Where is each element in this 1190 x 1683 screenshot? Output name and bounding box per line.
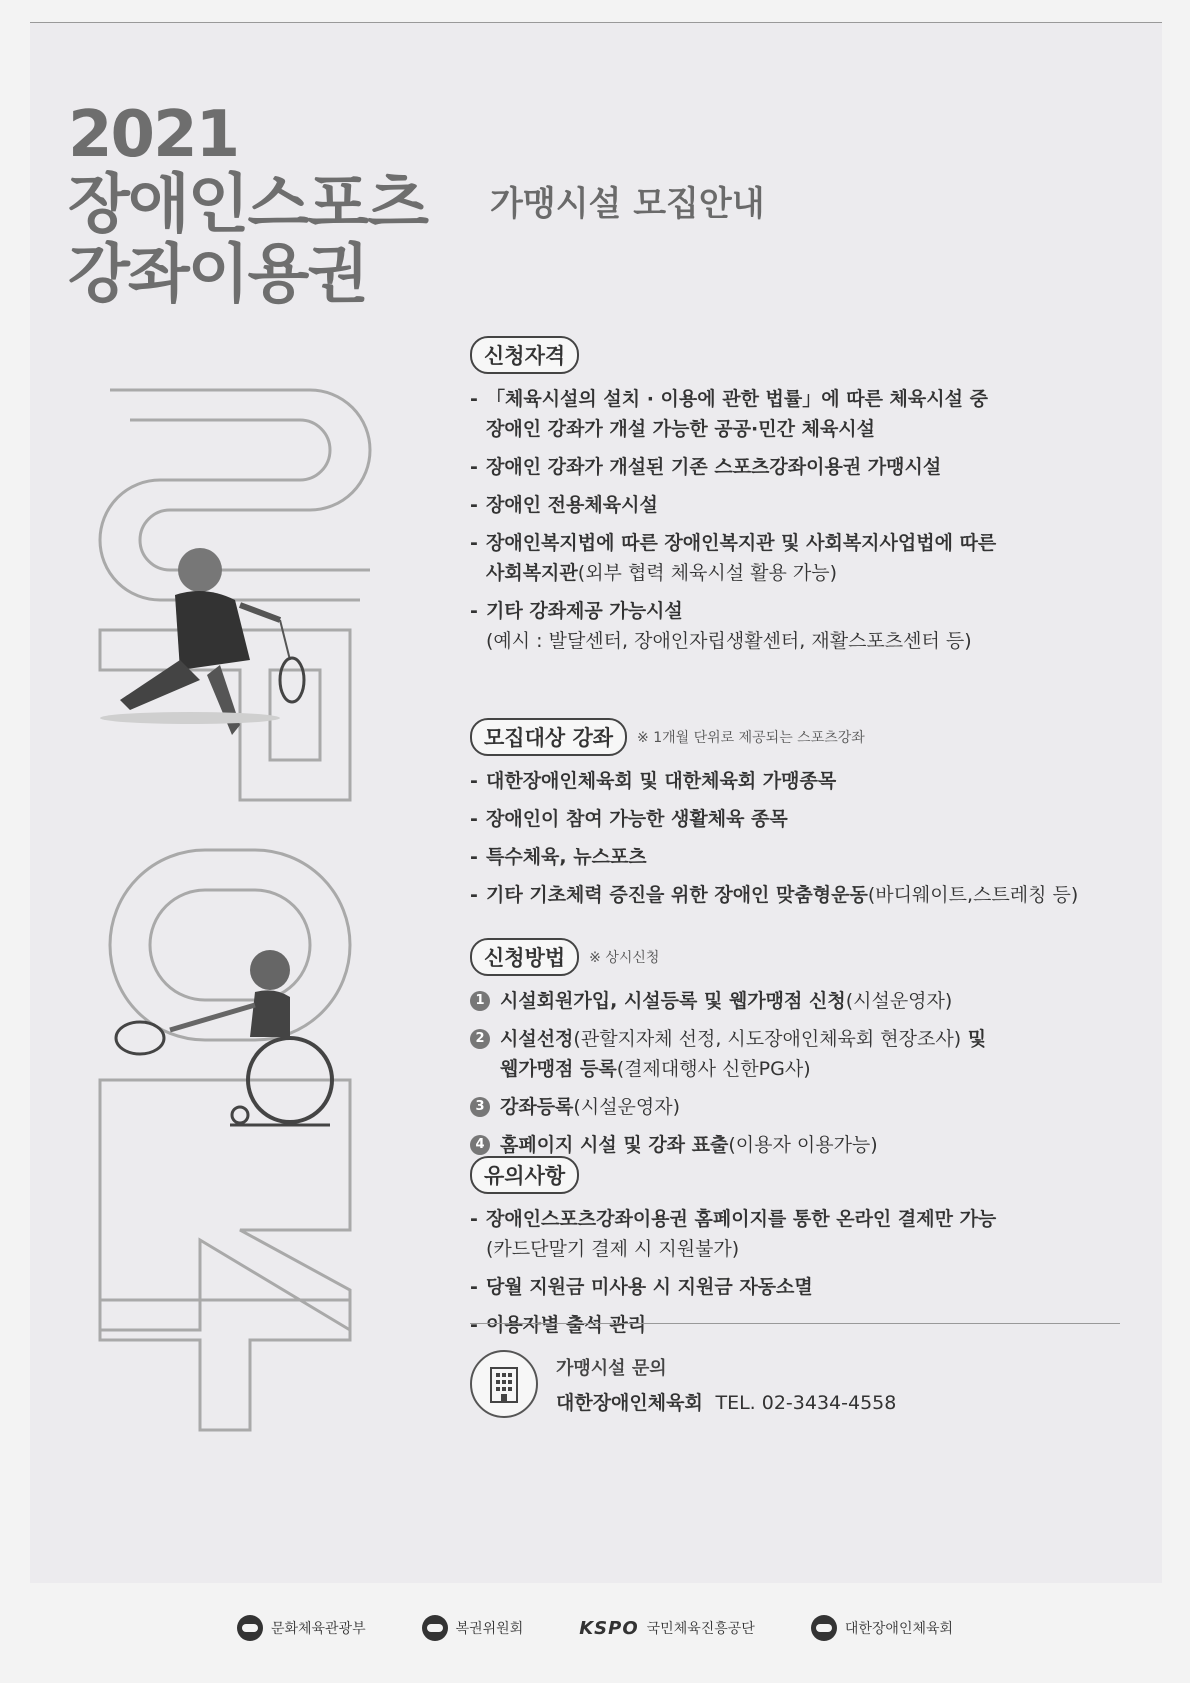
poster-title [68, 100, 427, 310]
contact-block [470, 1350, 896, 1418]
list-item: - 기타 강좌제공 가능시설 (예시 : 발달센터, 장애인자립생활센터, 재활스포츠센터 등) [470, 596, 1130, 656]
list-item: - 당월 지원금 미사용 시 지원금 자동소멸 [470, 1272, 1130, 1302]
section-label-notes: 유의사항 [470, 1156, 579, 1194]
kpc-emblem-icon [811, 1615, 837, 1641]
step-item: 1 시설회원가입, 시설등록 및 웹가맹점 신청(시설운영자) [470, 986, 1130, 1016]
section-notes [470, 1158, 1130, 1348]
footer-logos [0, 1615, 1190, 1641]
list-item: - 이용자별 출석 관리 [470, 1310, 1130, 1340]
taegeuk-icon [422, 1615, 448, 1641]
contact-phone: TEL. 02-3434-4558 [715, 1391, 897, 1414]
logo-mcst: 문화체육관광부 [237, 1615, 366, 1641]
list-item: - 장애인스포츠강좌이용권 홈페이지를 통한 온라인 결제만 가능 (카드단말기 결제 시 지원불가) [470, 1204, 1130, 1264]
step-item: 4 홈페이지 시설 및 강좌 표출(이용자 이용가능) [470, 1130, 1130, 1160]
title-year: 2021 [68, 98, 239, 172]
section-label-courses: 모집대상 강좌 [470, 718, 627, 756]
list-item: - 특수체육, 뉴스포츠 [470, 842, 1130, 872]
sports-backdrop-illustration [80, 380, 380, 1440]
contact-title: 가맹시설 문의 [556, 1357, 667, 1379]
logo-kpc: 대한장애인체육회 [811, 1615, 953, 1641]
badminton-player-icon [100, 548, 304, 735]
logo-lottery-commission: 복권위원회 [422, 1615, 524, 1641]
step-item: 2 시설선정(관할지자체 선정, 시도장애인체육회 현장조사) 및 웹가맹점 등록(결제대행사 신한PG사) [470, 1024, 1130, 1084]
title-line-2: 장애인스포츠 [68, 168, 427, 242]
taegeuk-icon [237, 1615, 263, 1641]
list-item: - 장애인 강좌가 개설된 기존 스포츠강좌이용권 가맹시설 [470, 452, 1130, 482]
list-item: - 대한장애인체육회 및 대한체육회 가맹종목 [470, 766, 1130, 796]
section-note-method: ※ 상시신청 [589, 950, 660, 966]
contact-org: 대한장애인체육회 [556, 1391, 703, 1414]
poster-subtitle: 가맹시설 모집안내 [490, 184, 765, 224]
list-item: - 장애인복지법에 따른 장애인복지관 및 사회복지사업법에 따른 사회복지관(외부 협력 체육시설 활용 가능) [470, 528, 1130, 588]
step-number: 1 [470, 991, 490, 1011]
section-label-method: 신청방법 [470, 938, 579, 976]
section-method [470, 940, 1130, 1168]
list-item: - 장애인 전용체육시설 [470, 490, 1130, 520]
step-number: 4 [470, 1135, 490, 1155]
building-icon [470, 1350, 538, 1418]
title-line-3: 강좌이용권 [68, 238, 368, 312]
step-item: 3 강좌등록(시설운영자) [470, 1092, 1130, 1122]
step-number: 3 [470, 1097, 490, 1117]
step-number: 2 [470, 1029, 490, 1049]
list-item: - 「체육시설의 설치 · 이용에 관한 법률」에 따른 체육시설 중 장애인 강좌가 개설 가능한 공공·민간 체육시설 [470, 384, 1130, 444]
section-eligibility [470, 338, 1130, 664]
logo-kspo: KSPO 국민체육진흥공단 [579, 1617, 755, 1639]
section-label-eligibility: 신청자격 [470, 336, 579, 374]
contact-divider [470, 1323, 1120, 1324]
section-note-courses: ※ 1개월 단위로 제공되는 스포츠강좌 [637, 730, 865, 746]
list-item: - 기타 기초체력 증진을 위한 장애인 맞춤형운동(바디웨이트,스트레칭 등) [470, 880, 1130, 910]
section-courses [470, 720, 1130, 918]
list-item: - 장애인이 참여 가능한 생활체육 종목 [470, 804, 1130, 834]
